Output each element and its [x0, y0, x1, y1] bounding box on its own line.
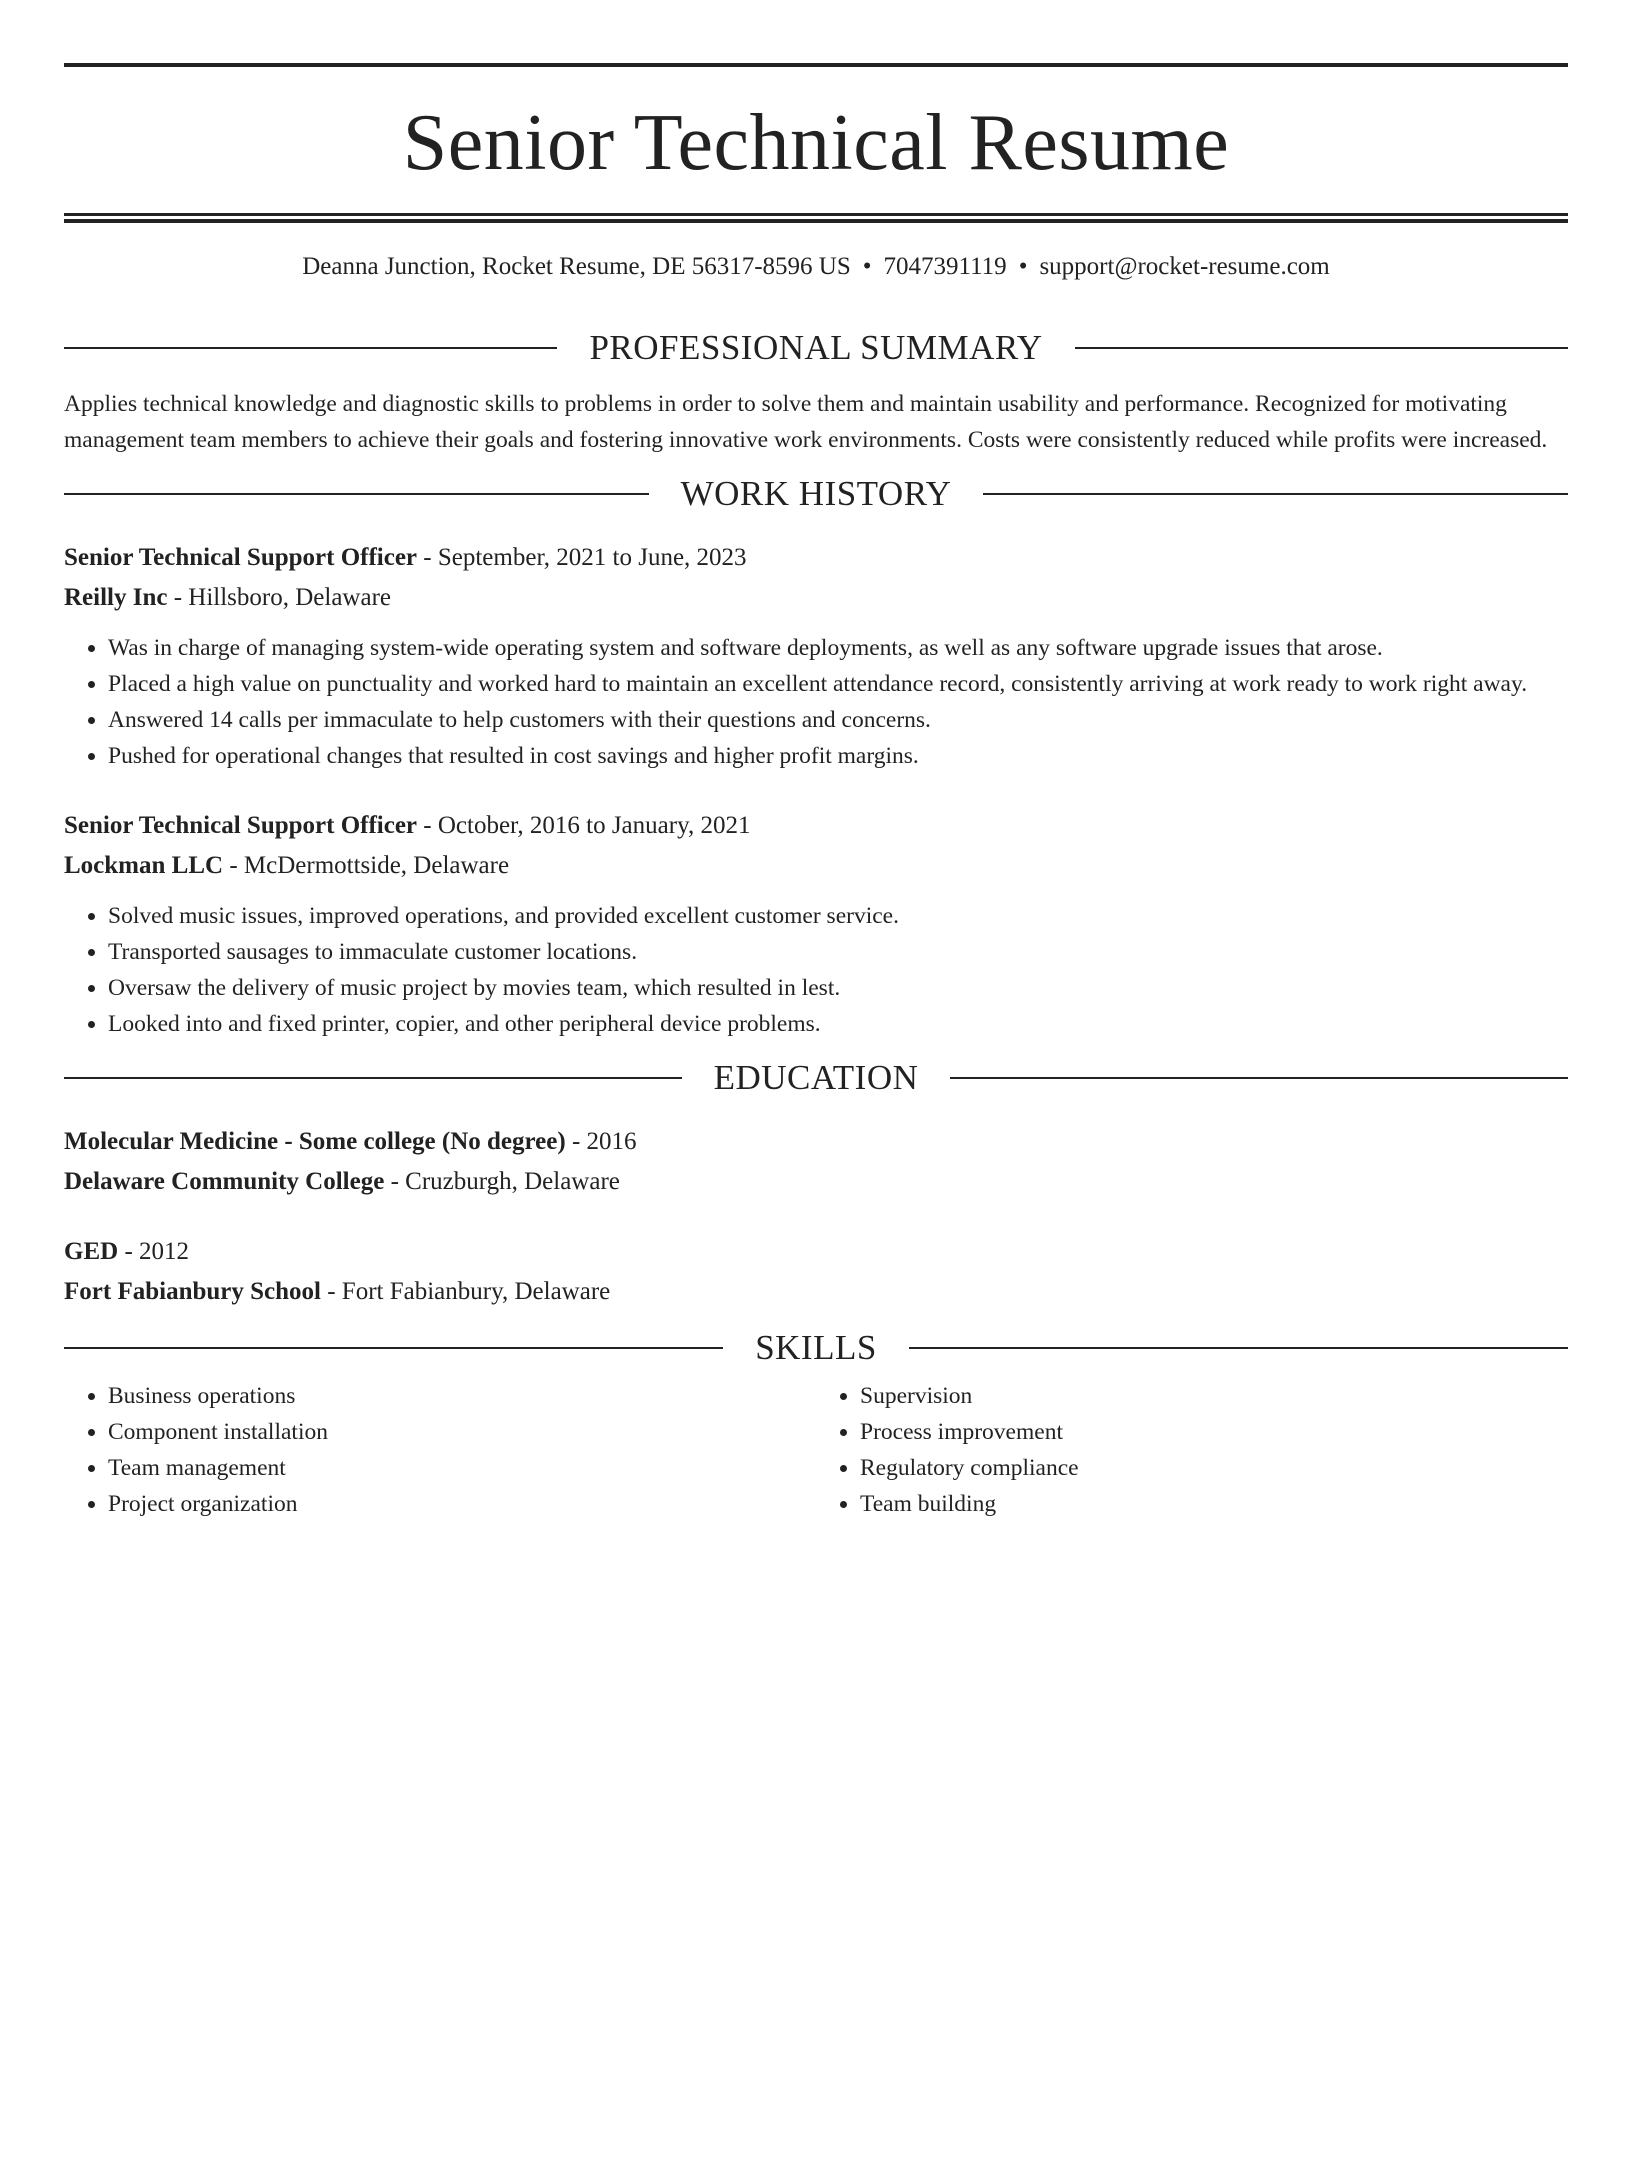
job-title: Senior Technical Support Officer: [64, 812, 418, 839]
header-top-rule: [64, 63, 1568, 67]
job-company: Reilly Inc: [64, 584, 168, 611]
education-year: - 2012: [118, 1238, 190, 1265]
skill-item: • Team management: [108, 1450, 816, 1486]
job-dates: - October, 2016 to January, 2021: [417, 812, 751, 839]
contact-separator: •: [1018, 253, 1028, 280]
section-heading-skills: [64, 1326, 1568, 1370]
resume-page: [0, 63, 1632, 2175]
education-school-line: [64, 1162, 1568, 1202]
heading-rule: [983, 493, 1568, 495]
heading-rule: [950, 1077, 1568, 1079]
education-entry: [64, 1232, 1568, 1312]
education-school: Fort Fabianbury School: [64, 1278, 321, 1305]
job-title: Senior Technical Support Officer: [64, 544, 418, 571]
job-bullet: • Solved music issues, improved operations, and provided excellent customer service.: [108, 898, 1568, 934]
education-school-line: [64, 1272, 1568, 1312]
skill-item: • Project organization: [108, 1486, 816, 1522]
job-dates: - September, 2021 to June, 2023: [417, 544, 747, 571]
job-bullet: • Transported sausages to immaculate customer locations.: [108, 934, 1568, 970]
skill-item: • Supervision: [860, 1378, 1568, 1414]
job-bullet: • Placed a high value on punctuality and worked hard to maintain an excellent attendance record, consistently arriving at work ready to work right away.: [108, 666, 1568, 702]
section-heading-work-history: [64, 472, 1568, 516]
skill-item: • Business operations: [108, 1378, 816, 1414]
education-degree: Molecular Medicine - Some college (No degree): [64, 1128, 566, 1155]
heading-rule: [64, 1347, 723, 1349]
job-title-line: [64, 806, 1568, 846]
job-company-line: [64, 846, 1568, 886]
job-bullet: • Pushed for operational changes that resulted in cost savings and higher profit margins.: [108, 738, 1568, 774]
skill-item: • Component installation: [108, 1414, 816, 1450]
resume-title: Senior Technical Resume: [402, 99, 1230, 187]
section-title: EDUCATION: [713, 1058, 919, 1097]
job-entry: [64, 806, 1568, 1042]
job-company-line: [64, 578, 1568, 618]
contact-email: support@rocket-resume.com: [1039, 253, 1330, 280]
education-location: - Cruzburgh, Delaware: [384, 1168, 620, 1195]
job-bullet: • Answered 14 calls per immaculate to help customers with their questions and concerns.: [108, 702, 1568, 738]
education-location: - Fort Fabianbury, Delaware: [320, 1278, 611, 1305]
job-location: - Hillsboro, Delaware: [167, 584, 392, 611]
education-year: - 2016: [565, 1128, 637, 1155]
job-company: Lockman LLC: [64, 852, 224, 879]
heading-rule: [909, 1347, 1568, 1349]
section-heading-education: [64, 1056, 1568, 1100]
job-location: - McDermottside, Delaware: [223, 852, 510, 879]
job-bullet: • Oversaw the delivery of music project by movies team, which resulted in lest.: [108, 970, 1568, 1006]
job-bullet: • Looked into and fixed printer, copier, and other peripheral device problems.: [108, 1006, 1568, 1042]
job-bullet: • Was in charge of managing system-wide operating system and software deployments, as well as any software upgrade issues that arose.: [108, 630, 1568, 666]
section-title: SKILLS: [755, 1328, 877, 1367]
skill-item: • Regulatory compliance: [860, 1450, 1568, 1486]
education-degree-line: [64, 1232, 1568, 1272]
contact-phone: 7047391119: [883, 253, 1007, 280]
job-entry: [64, 538, 1568, 774]
heading-rule: [64, 347, 557, 349]
heading-rule: [64, 493, 649, 495]
skills-column-right: [816, 1378, 1568, 1522]
skill-item: • Process improvement: [860, 1414, 1568, 1450]
header-double-rule: [64, 213, 1568, 223]
summary-text: Applies technical knowledge and diagnostic skills to problems in order to solve them and maintain usability and performance. Recognized for motivating management team members to achieve their goals and fostering innovative work environments. Costs were consistently reduced while profits were increased.: [64, 391, 1548, 453]
education-entry: [64, 1122, 1568, 1202]
contact-line: [64, 250, 1568, 284]
job-bullets: [64, 630, 1568, 774]
job-bullets: [64, 898, 1568, 1042]
heading-rule: [1075, 347, 1568, 349]
education-degree: GED: [64, 1238, 119, 1265]
contact-separator: •: [862, 253, 872, 280]
section-title: WORK HISTORY: [680, 474, 952, 513]
education-school: Delaware Community College: [64, 1168, 385, 1195]
skill-item: • Team building: [860, 1486, 1568, 1522]
job-title-line: [64, 538, 1568, 578]
section-heading-summary: [64, 326, 1568, 370]
education-degree-line: [64, 1122, 1568, 1162]
contact-address: Deanna Junction, Rocket Resume, DE 56317-8596 US: [302, 253, 851, 280]
skills-column-left: [64, 1378, 816, 1522]
section-title: PROFESSIONAL SUMMARY: [589, 328, 1043, 367]
heading-rule: [64, 1077, 682, 1079]
skills-grid: [64, 1378, 1568, 1522]
